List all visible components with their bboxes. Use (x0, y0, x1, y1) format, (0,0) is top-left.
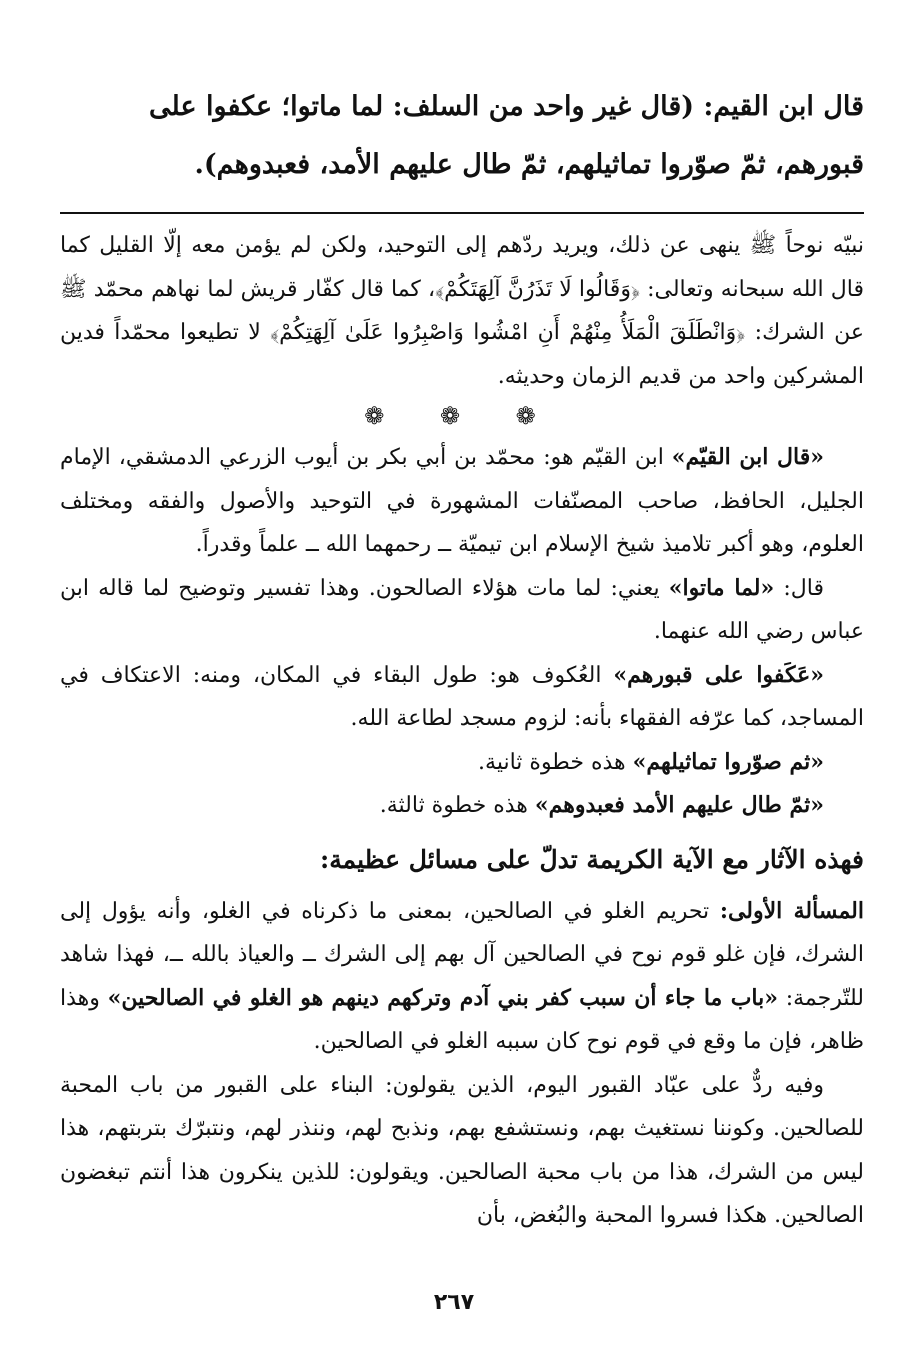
paragraph-akafu (60, 654, 864, 741)
paragraph-text: العُكوف هو: طول البقاء في المكان، ومنه: الاعتكاف في المساجد، كما عرّفه الفقهاء بأنه: لزوم مسجد لطاعة الله. (60, 662, 864, 731)
quoted-term: «قال ابن القيّم» (671, 444, 824, 470)
quoted-term: «ثمّ طال عليهم الأمد فعبدوهم» (534, 792, 824, 818)
paragraph-lamma-matu (60, 567, 864, 654)
paragraph-text: يعني: لما مات هؤلاء الصالحون. وهذا تفسير وتوضيح لما قاله ابن عباس رضي الله عنهما. (60, 575, 864, 644)
quote-line: قبورهم، ثمّ صوّروا تماثيلهم، ثمّ طال عليهم الأمد، فعبدوهم). (194, 149, 864, 180)
commentary-body (60, 224, 864, 1238)
paragraph-step-two (60, 741, 864, 785)
paragraph-text: هذه خطوة ثالثة. (379, 793, 535, 818)
section-heading: فهذه الآثار مع الآية الكريمة تدلّ على مسائل عظيمة: (320, 844, 864, 874)
quoted-term: «ثم صوّروا تماثيلهم» (632, 748, 824, 775)
chapter-title: «باب ما جاء أن سبب كفر بني آدم وتركهم دينهم هو الغلو في الصالحين» (107, 984, 778, 1011)
paragraph-text: قال: (774, 575, 825, 601)
issue-label: المسألة الأولى: (719, 897, 864, 924)
paragraph-step-three (60, 784, 864, 828)
page-content (60, 78, 864, 1238)
quoted-term: «عَكَفوا على قبورهم» (613, 661, 824, 688)
paragraph-text: تحريم الغلو في الصالحين، بمعنى ما ذكرناه في الغلو، وأنه يؤول إلى الشرك، فإن غلو قوم نوح في الصالحين آل بهم إلى الشرك ــ والعياذ بالله ــ، فهذا شاهد للتّرجمة: (60, 898, 864, 1011)
page-number: ٢٦٧ (433, 1290, 475, 1315)
quote-line: قال ابن القيم: (قال غير واحد من السلف: لما ماتوا؛ عكفوا على (149, 91, 864, 122)
paragraph-noah: نبيّه نوحاً ﷺ ينهى عن ذلك، ويريد ردّهم إلى التوحيد، ولكن لم يؤمن معه إلّا القليل كما قال الله سبحانه وتعالى: ﴿وَقَالُوا لَا تَذَرُنَّ آلِهَتَكُمْ﴾، كما قال كفّار قريش لما نهاهم محمّد ﷺ عن الشرك: ﴿وَانْطَلَقَ الْمَلَأُ مِنْهُمْ أَنِ امْشُوا وَاصْبِرُوا عَلَىٰ آلِهَتِكُمْ﴾ لا تطيعوا محمّداً فدين المشركين واحد من قديم الزمان وحديثه. (60, 233, 864, 389)
quoted-term: «لما ماتوا» (668, 574, 775, 601)
paragraph-ibn-qayyim (60, 436, 864, 567)
paragraph-text: ابن القيّم هو: محمّد بن أبي بكر بن أيوب الزرعي الدمشقي، الإمام الجليل، الحافظ، صاحب المصنّفات المشهورة في التوحيد والأصول والفقه ومختلف العلوم، وهو أكبر تلاميذ شيخ الإسلام ابن تيميّة ــ رحمهما الله ــ علماً وقدراً. (60, 445, 864, 557)
header-quote (60, 78, 864, 194)
paragraph-final: وفيه ردٌّ على عبّاد القبور اليوم، الذين يقولون: البناء على القبور من باب المحبة للصالحين. وكوننا نستغيث بهم، ونستشفع بهم، ونذبح لهم، وننذر لهم، ونتبرّك بتربتهم، هذا ليس من الشرك، هذا من باب محبة الصالحين. ويقولون: للذين ينكرون هذا أنتم تبغضون الصالحين. هكذا فسروا المحبة والبُغض، بأن (60, 1072, 864, 1228)
paragraph-text: هذه خطوة ثانية. (478, 749, 633, 775)
separator-line (60, 212, 864, 214)
paragraph-issue-one (60, 890, 864, 1064)
paragraph-text: وهذا ظاهر، فإن ما وقع في قوم نوح كان سببه الغلو في الصالحين. (60, 985, 864, 1054)
ornament-divider: ❁ ❁ ❁ (364, 402, 560, 430)
